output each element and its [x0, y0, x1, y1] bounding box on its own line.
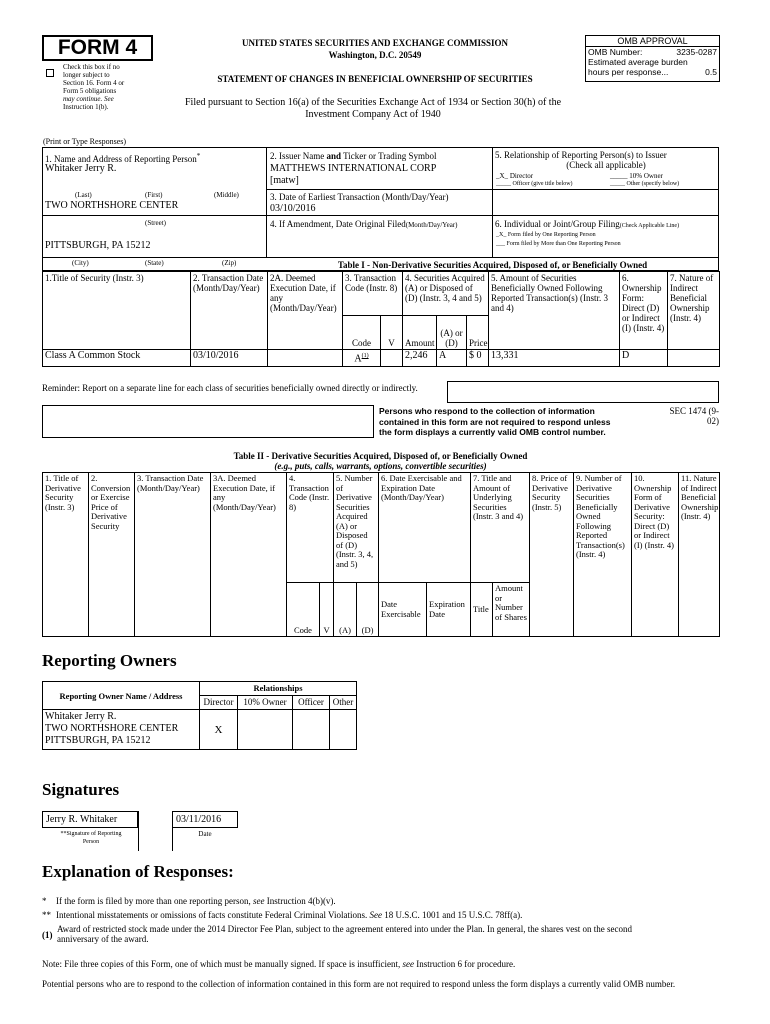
director-option: _X_ Director: [496, 172, 534, 180]
t2-col-exercisable: 6. Date Exercisable and Expiration Date (Month/Day/Year): [379, 473, 471, 583]
other-option: _____ Other (specify below): [610, 181, 680, 187]
t1-row-v: [381, 350, 403, 367]
filed-pursuant-line1: Filed pursuant to Section 16(a) of the Securities Exchange Act of 1934 or Section 30(h) of the: [184, 97, 562, 108]
issuer-ticker: [matw]: [270, 175, 299, 186]
no-longer-subject-checkbox[interactable]: [46, 64, 54, 82]
t1-row-price: $ 0: [467, 350, 489, 367]
reporting-owners-heading: Reporting Owners: [42, 651, 177, 670]
omb-title: OMB APPROVAL: [586, 36, 719, 47]
t1-col-nature: 7. Nature of Indirect Beneficial Ownership (Instr. 4): [668, 272, 720, 350]
signature-label: **Signature of Reporting Person: [60, 831, 122, 845]
t1-col-form: 6. Ownership Form: Direct (D) or Indirect (I) (Instr. 4): [620, 272, 668, 350]
city-state-zip: PITTSBURGH, PA 15212: [45, 240, 151, 251]
note-file-copies: Note: File three copies of this Form, one of which must be manually signed. If space is insufficient, see Instruction 6 for procedure.: [42, 959, 516, 969]
state-label: (State): [145, 259, 164, 267]
reminder-box-left: [42, 405, 374, 438]
t2-col-title: 1. Title of Derivative Security (Instr. 3): [43, 473, 89, 637]
t2-col-nature: 11. Nature of Indirect Beneficial Ownership (Instr. 4): [679, 473, 720, 637]
director-mark: X: [200, 710, 238, 750]
t2-col-underlying: 7. Title and Amount of Underlying Securities (Instr. 3 and 4): [471, 473, 530, 583]
omb-burden-value: 0.5: [705, 67, 717, 77]
ten-pct-owner-option: _____ 10% Owner: [610, 172, 663, 180]
filing-type-label: 6. Individual or Joint/Group Filing(Check Applicable Line): [495, 219, 680, 229]
t2-col-conversion: 2. Conversion or Exercise Price of Derivative Security: [89, 473, 135, 637]
t2-sub-a: (A): [334, 583, 357, 637]
filing-option-more: ___ Form filed by More than One Reporting Person: [496, 241, 621, 247]
t1-col-securities: 4. Securities Acquired (A) or Disposed of (D) (Instr. 3, 4 and 5): [403, 272, 489, 316]
table-2-derivative: [42, 472, 720, 637]
sec-form-code: SEC 1474 (9- 02): [669, 406, 719, 426]
t2-sub-title: Title: [471, 583, 493, 637]
t2-col-deemed: 3A. Deemed Execution Date, if any (Month/Day/Year): [211, 473, 287, 637]
check-box-instruction: Check this box if no longer subject to Section 16. Form 4 or Form 5 obligations may continue. See Instruction 1(b).: [63, 63, 125, 111]
filed-pursuant-line2: Investment Company Act of 1940: [305, 109, 441, 120]
relationships-header: Relationships: [200, 682, 357, 696]
footnote-1-mark: (1): [42, 930, 53, 940]
form-label-box: [42, 35, 153, 61]
t1-col-code: 3. Transaction Code (Instr. 8): [343, 272, 403, 316]
persons-notice: Persons who respond to the collection of information contained in this form are not required to respond unless the form displays a currently valid OMB control number.: [379, 406, 611, 437]
issuer-label: 2. Issuer Name and Ticker or Trading Symbol: [270, 151, 437, 161]
explanation-heading: Explanation of Responses:: [42, 862, 234, 881]
t2-col-form: 10. Ownership Form of Derivative Security: Direct (D) or Indirect (I) (Instr. 4): [632, 473, 679, 637]
print-or-type: (Print or Type Responses): [43, 137, 127, 146]
t1-row-nature: [668, 350, 720, 367]
t1-row-aord: A: [437, 350, 467, 367]
explanation-note-1: * If the form is filed by more than one reporting person, see Instruction 4(b)(v).: [42, 896, 336, 906]
omb-number-label: OMB Number:: [588, 47, 643, 57]
potential-persons-notice: Potential persons who are to respond to the collection of information contained in this form are not required to respond unless the form displays a currently valid OMB number.: [42, 979, 676, 989]
date-label: Date: [198, 830, 212, 838]
filing-option-one: _X_ Form filed by One Reporting Person: [496, 232, 596, 238]
omb-number-value: 3235-0287: [676, 47, 717, 57]
city-label: (City): [72, 259, 89, 267]
ten-pct-col: 10% Owner: [238, 696, 293, 710]
t1-sub-code: Code: [343, 316, 381, 350]
amendment-label: 4. If Amendment, Date Original Filed(Month/Day/Year): [270, 219, 458, 229]
t1-row-deemed: [268, 350, 343, 367]
t1-sub-v: V: [381, 316, 403, 350]
omb-approval-box: [585, 35, 720, 82]
t1-sub-aord: (A) or (D): [437, 316, 467, 350]
t1-col-date: 2. Transaction Date (Month/Day/Year): [191, 272, 268, 350]
footnote-1-text: Award of restricted stock made under the 2014 Director Fee Plan, subject to the agreement entered into under the Plan. In general, the shares vest on the second anniversary of the award.: [57, 924, 632, 944]
street-address: TWO NORTHSHORE CENTER: [45, 200, 179, 211]
t2-col-owned: 9. Number of Derivative Securities Beneficially Owned Following Reported Transaction(s) (Instr. 4): [574, 473, 632, 637]
t2-col-price: 8. Price of Derivative Security (Instr. 5): [530, 473, 574, 637]
table1-title: Table I - Non-Derivative Securities Acquired, Disposed of, or Beneficially Owned: [337, 260, 648, 270]
t1-row-code: $A^{(1)}$: [343, 350, 381, 367]
t2-sub-d: (D): [357, 583, 379, 637]
other-col: Other: [330, 696, 357, 710]
middle-label: (Middle): [214, 191, 239, 199]
director-col: Director: [200, 696, 238, 710]
zip-label: (Zip): [222, 259, 237, 267]
t2-col-number: 5. Number of Derivative Securities Acquired (A) or Disposed of (D) (Instr. 3, 4, and 5): [334, 473, 379, 583]
first-label: (First): [145, 191, 163, 199]
officer-option: _____ Officer (give title below): [496, 181, 573, 187]
t2-col-date: 3. Transaction Date (Month/Day/Year): [135, 473, 211, 637]
reporting-person-name: Whitaker Jerry R.: [45, 163, 117, 174]
relationship-label: 5. Relationship of Reporting Person(s) to Issuer: [495, 150, 667, 160]
t2-sub-expiration: Expiration Date: [427, 583, 471, 637]
explanation-note-2: ** Intentional misstatements or omissions of facts constitute Federal Criminal Violations. See 18 U.S.C. 1001 and 15 U.S.C. 78ff(a).: [42, 910, 523, 920]
t1-row-form: D: [620, 350, 668, 367]
table-row: [43, 350, 720, 367]
t1-col-title: 1.Title of Security (Instr. 3): [43, 272, 191, 350]
t1-row-date: 03/10/2016: [191, 350, 268, 367]
t2-sub-v: V: [320, 583, 334, 637]
relationship-sub: (Check all applicable): [566, 160, 646, 170]
officer-col: Officer: [293, 696, 330, 710]
t1-sub-price: Price: [467, 316, 489, 350]
statement-title: STATEMENT OF CHANGES IN BENEFICIAL OWNERSHIP OF SECURITIES: [217, 74, 533, 84]
table-1-non-derivative: [42, 271, 720, 367]
owner-name-header: Reporting Owner Name / Address: [43, 682, 200, 710]
t2-sub-code: Code: [287, 583, 320, 637]
t2-sub-date-exercisable: Date Exercisable: [379, 583, 427, 637]
t1-col-owned: 5. Amount of Securities Beneficially Owned Following Reported Transaction(s) (Instr. 3 and 4): [489, 272, 620, 350]
signature-name: Jerry R. Whitaker: [46, 814, 118, 825]
t1-col-deemed: 2A. Deemed Execution Date, if any (Month/Day/Year): [268, 272, 343, 350]
table2-subtitle: (e.g., puts, calls, warrants, options, convertible securities): [274, 461, 487, 471]
form-label: FORM 4: [57, 36, 138, 59]
agency-name: UNITED STATES SECURITIES AND EXCHANGE COMMISSION: [242, 38, 508, 48]
reminder-text: Reminder: Report on a separate line for each class of securities beneficially owned directly or indirectly.: [42, 383, 418, 393]
t1-row-owned: 13,331: [489, 350, 620, 367]
omb-burden-label2: hours per response...: [588, 67, 669, 77]
last-label: (Last): [75, 191, 92, 199]
t2-sub-amount: Amount or Number of Shares: [493, 583, 530, 637]
reporting-person-label: 1. Name and Address of Reporting Person*: [45, 152, 201, 164]
omb-burden-label1: Estimated average burden: [588, 57, 688, 67]
reminder-box-right: [447, 381, 719, 403]
earliest-transaction-date: 03/10/2016: [270, 203, 316, 214]
t1-sub-amount: Amount: [403, 316, 437, 350]
signatures-heading: Signatures: [42, 780, 120, 799]
street-label: (Street): [145, 219, 166, 227]
issuer-name: MATTHEWS INTERNATIONAL CORP: [270, 163, 437, 174]
table-row: [43, 710, 357, 750]
reporting-owners-table: [42, 681, 357, 750]
earliest-transaction-label: 3. Date of Earliest Transaction (Month/Day/Year): [270, 192, 449, 202]
agency-location: Washington, D.C. 20549: [328, 50, 422, 60]
footnote-link[interactable]: (1): [361, 353, 369, 359]
signature-date: 03/11/2016: [176, 814, 222, 825]
t2-col-code: 4. Transaction Code (Instr. 8): [287, 473, 334, 583]
t1-row-title: Class A Common Stock: [43, 350, 191, 367]
t1-row-amount: 2,246: [403, 350, 437, 367]
table2-title: Table II - Derivative Securities Acquired, Disposed of, or Beneficially Owned: [233, 451, 528, 461]
owner-address: Whitaker Jerry R. TWO NORTHSHORE CENTER PITTSBURGH, PA 15212: [43, 710, 200, 750]
